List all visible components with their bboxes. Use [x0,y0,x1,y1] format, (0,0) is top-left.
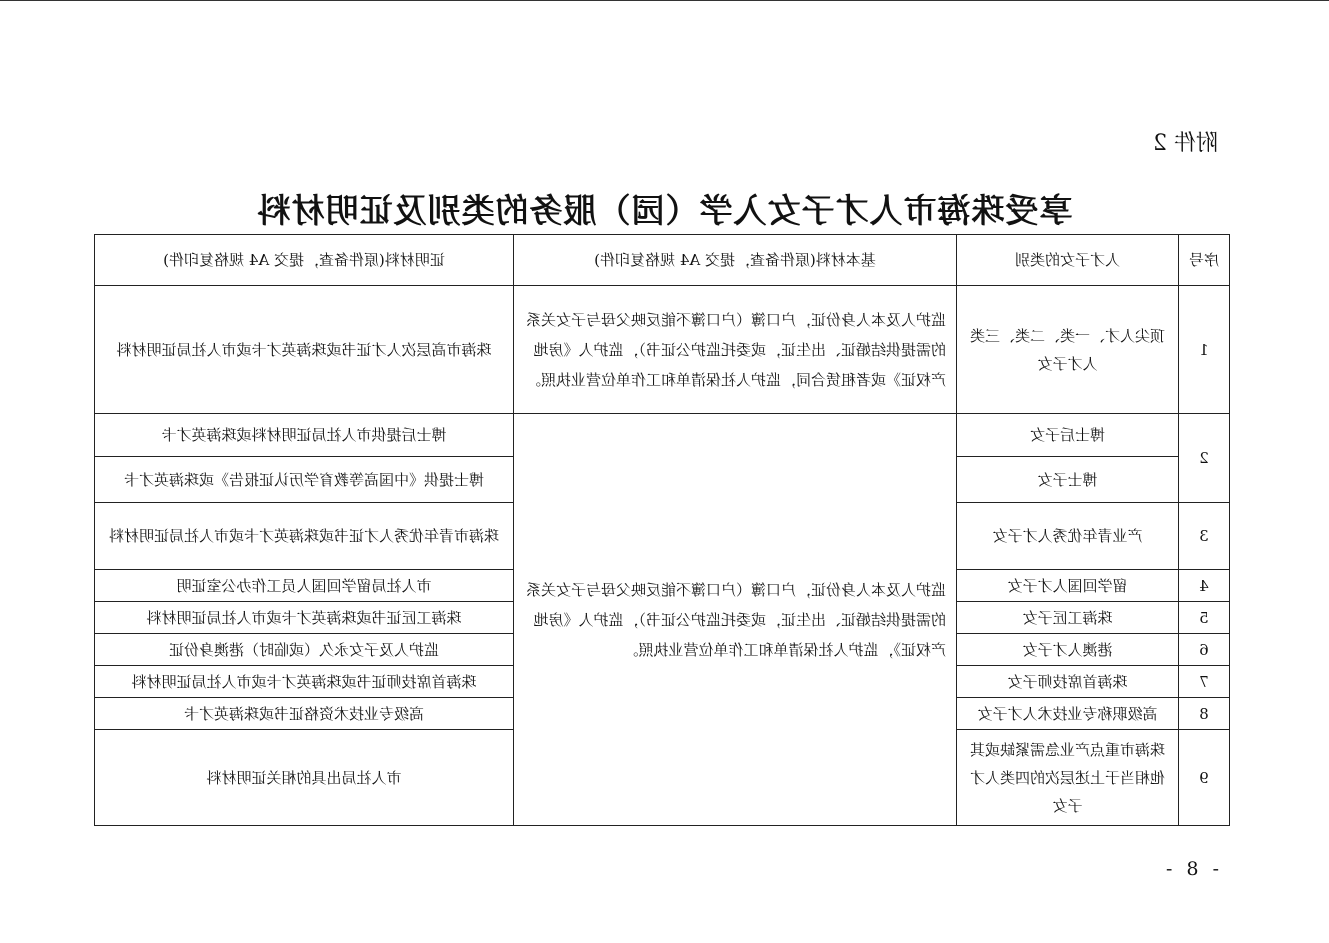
row-category: 港澳人才子女 [957,634,1179,666]
row-no: 9 [1179,730,1230,826]
row-no: 4 [1179,570,1230,602]
row-no: 1 [1179,286,1230,414]
row-category: 产业青年优秀人才子女 [957,503,1179,570]
category-table [94,234,1230,826]
row-proof: 监护人及子女永久（或临时）港澳身份证 [95,634,514,666]
row-proof: 博士后提供市人社局证明材料或珠海英才卡 [95,414,514,457]
row-proof: 珠海首席技师证书或珠海英才卡或市人社局证明材料 [95,666,514,698]
row-category: 珠海工匠子女 [957,602,1179,634]
row-no: 3 [1179,503,1230,570]
row-no: 7 [1179,666,1230,698]
row-no: 5 [1179,602,1230,634]
row-category: 珠海首席技师子女 [957,666,1179,698]
header-category: 人才子女的类别 [957,235,1179,286]
row-proof: 珠海工匠证书或珠海英才卡或市人社局证明材料 [95,602,514,634]
shared-basic-materials: 监护人及本人身份证，户口簿（户口簿不能反映父母与子女关系的需提供结婚证、出生证，或委托监护公证书），监护人《房地产权证》，监护人社保清单和工作单位营业执照。 [514,414,957,826]
row-category: 顶尖人才、一类、二类、三类人才子女 [957,286,1179,414]
header-basic: 基本材料(原件备查，提交 A4 规格复印件) [514,235,957,286]
document-title: 享受珠海市人才子女入学（园）服务的类别及证明材料 [256,191,1073,230]
row-basic: 监护人及本人身份证，户口簿（户口簿不能反映父母与子女关系的需提供结婚证、出生证，或委托监护公证书），监护人《房地产权证》或者租赁合同，监护人社保清单和工作单位营业执照。 [514,286,957,414]
row-category: 留学回国人才子女 [957,570,1179,602]
row-category: 珠海市重点产业急需紧缺或其他相当于上述层次的四类人才子女 [957,730,1179,826]
row-no: 6 [1179,634,1230,666]
row-category: 高级职称专业技术人才子女 [957,698,1179,730]
table-row [95,414,1230,457]
row-proof: 高级专业技术资格证书或珠海英才卡 [95,698,514,730]
row-no: 8 [1179,698,1230,730]
table-header-row [95,235,1230,286]
row-proof: 市人社局出具的相关证明材料 [95,730,514,826]
row-proof: 市人社局留学回国人员工作办公室证明 [95,570,514,602]
row-proof: 珠海市高层次人才证书或珠海英才卡或市人社局证明材料 [95,286,514,414]
row-category: 博士子女 [957,457,1179,503]
table-row [95,286,1230,414]
attachment-label: 附件 2 [1153,131,1218,156]
row-proof: 博士提供《中国高等教育学历认证报告》或珠海英才卡 [95,457,514,503]
row-no: 2 [1179,414,1230,503]
row-proof: 珠海市青年优秀人才证书或珠海英才卡或市人社局证明材料 [95,503,514,570]
header-no: 序号 [1179,235,1230,286]
page-number: - 8 - [1161,858,1219,880]
row-category: 博士后子女 [957,414,1179,457]
header-proof: 证明材料(原件备查，提交 A4 规格复印件) [95,235,514,286]
